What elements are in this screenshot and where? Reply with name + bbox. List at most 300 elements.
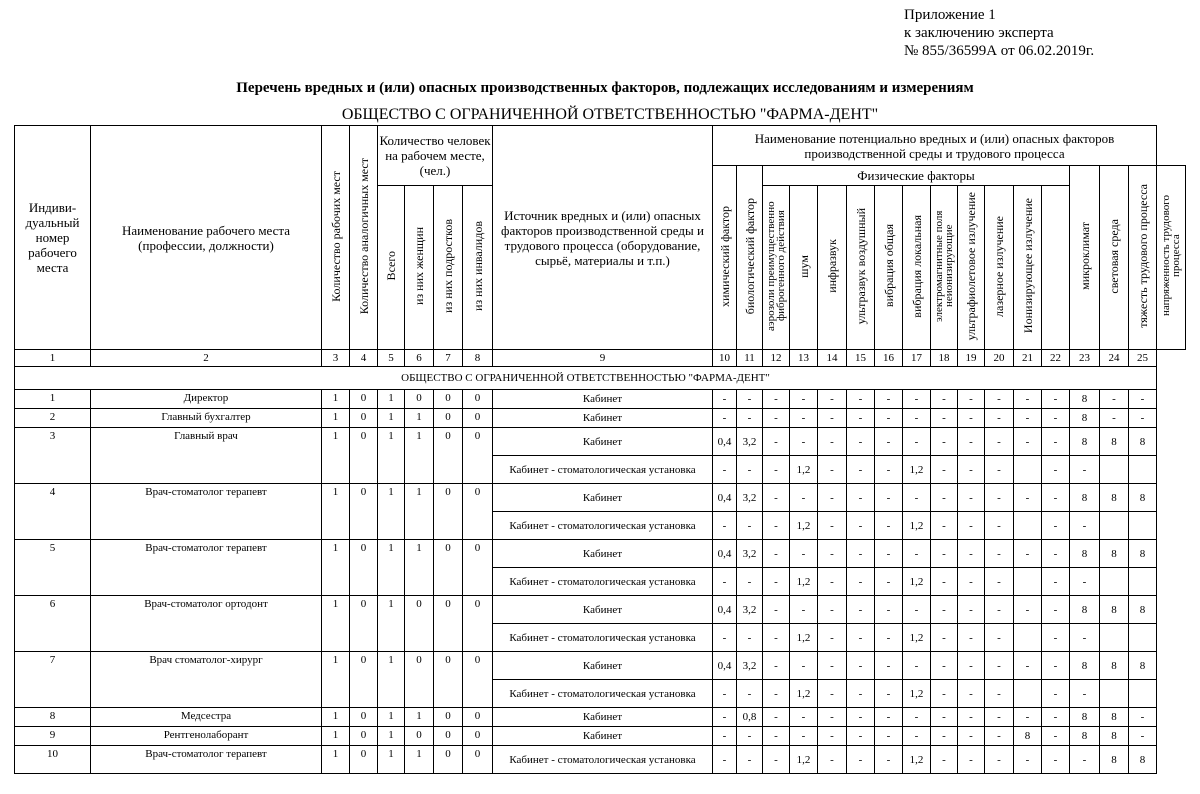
workplace-name: Рентгенолаборант <box>91 727 322 746</box>
factor-value: - <box>903 484 931 512</box>
factor-value: - <box>985 596 1014 624</box>
factor-value: - <box>1042 512 1070 540</box>
factor-value: - <box>847 746 875 774</box>
factor-value: - <box>875 540 903 568</box>
factor-value <box>1014 456 1042 484</box>
factor-value: 8 <box>1100 596 1129 624</box>
factor-value: - <box>1042 708 1070 727</box>
column-number: 6 <box>405 350 434 367</box>
factor-value: - <box>763 428 790 456</box>
column-number: 14 <box>818 350 847 367</box>
factor-value: - <box>737 390 763 409</box>
factor-value: - <box>713 456 737 484</box>
factor-value: 8 <box>1129 484 1157 512</box>
people-teens: 0 <box>434 596 463 652</box>
factor-value: - <box>1100 409 1129 428</box>
factor-value <box>1100 680 1129 708</box>
factor-value: - <box>985 390 1014 409</box>
factor-value: 8 <box>1129 428 1157 456</box>
workplace-name: Врач-стоматолог терапевт <box>91 484 322 540</box>
factor-value: - <box>985 727 1014 746</box>
factor-value: - <box>985 708 1014 727</box>
workplace-name: Директор <box>91 390 322 409</box>
header-em-fields: электромагнитные поля неионизирующие <box>931 186 958 350</box>
factor-value: - <box>790 409 818 428</box>
section-row <box>15 367 1186 390</box>
header-infrasound: инфразвук <box>818 186 847 350</box>
header-chemical: химический фактор <box>713 166 737 350</box>
factor-value: - <box>931 727 958 746</box>
factor-value: - <box>1070 568 1100 596</box>
factor-value: - <box>931 390 958 409</box>
factor-value: - <box>713 512 737 540</box>
workplaces-count: 1 <box>322 727 350 746</box>
factor-value: - <box>985 746 1014 774</box>
factor-value: 8 <box>1070 708 1100 727</box>
factor-value: 1,2 <box>790 746 818 774</box>
people-women: 0 <box>405 596 434 652</box>
factor-value: - <box>985 652 1014 680</box>
header-uv: ультрафиолетовое излучение <box>958 186 985 350</box>
factor-value: 1,2 <box>903 746 931 774</box>
factor-source: Кабинет - стоматологическая установка <box>493 746 713 774</box>
workplace-name: Врач-стоматолог ортодонт <box>91 596 322 652</box>
factor-value: - <box>1014 540 1042 568</box>
factor-source: Кабинет <box>493 708 713 727</box>
document-title: Перечень вредных и (или) опасных производственных факторов, подлежащих исследованиям и измерениям <box>236 80 974 96</box>
factor-value: - <box>903 409 931 428</box>
factors-table <box>14 125 1186 774</box>
factor-value: - <box>1042 390 1070 409</box>
factor-value: - <box>1070 512 1100 540</box>
factor-value: - <box>1042 540 1070 568</box>
factor-value: - <box>713 727 737 746</box>
header-vibration-local: вибрация локальная <box>903 186 931 350</box>
factor-value: - <box>818 512 847 540</box>
factor-value: - <box>1014 428 1042 456</box>
analog-count: 0 <box>350 484 378 540</box>
factor-value: - <box>737 512 763 540</box>
header-disabled: из них инвалидов <box>463 186 493 350</box>
factor-value: - <box>1070 746 1100 774</box>
people-total: 1 <box>378 409 405 428</box>
factor-value: - <box>875 456 903 484</box>
row-number: 9 <box>15 727 91 746</box>
factor-value: - <box>875 390 903 409</box>
factor-value: - <box>903 596 931 624</box>
factor-value: - <box>818 680 847 708</box>
factor-value: 1,2 <box>903 568 931 596</box>
analog-count: 0 <box>350 708 378 727</box>
factor-value: 3,2 <box>737 652 763 680</box>
column-numbers-row <box>15 350 1186 367</box>
factor-value: - <box>847 512 875 540</box>
people-women: 1 <box>405 540 434 596</box>
factor-value: - <box>931 568 958 596</box>
people-total: 1 <box>378 746 405 774</box>
factor-value: - <box>931 596 958 624</box>
table-row <box>15 484 1186 512</box>
people-teens: 0 <box>434 727 463 746</box>
factor-value <box>1014 568 1042 596</box>
row-number: 8 <box>15 708 91 727</box>
column-number: 8 <box>463 350 493 367</box>
people-total: 1 <box>378 596 405 652</box>
factor-value: 8 <box>1070 652 1100 680</box>
factor-value: - <box>763 512 790 540</box>
appendix-line-1: Приложение 1 <box>904 7 996 23</box>
factor-value: 8 <box>1070 484 1100 512</box>
analog-count: 0 <box>350 596 378 652</box>
row-number: 2 <box>15 409 91 428</box>
header-ultrasound-air: ультразвук воздушный <box>847 186 875 350</box>
factor-value: 8 <box>1100 428 1129 456</box>
factor-value: - <box>763 456 790 484</box>
factor-value: - <box>1042 568 1070 596</box>
column-number: 24 <box>1100 350 1129 367</box>
header-vibration-general: вибрация общая <box>875 186 903 350</box>
factor-value: 0,4 <box>713 596 737 624</box>
factor-value: - <box>1129 708 1157 727</box>
analog-count: 0 <box>350 390 378 409</box>
factor-value: - <box>958 409 985 428</box>
people-teens: 0 <box>434 746 463 774</box>
factor-value: 3,2 <box>737 596 763 624</box>
factor-value: - <box>958 680 985 708</box>
factor-value: - <box>875 652 903 680</box>
header-teens: из них подростков <box>434 186 463 350</box>
factor-source: Кабинет <box>493 727 713 746</box>
factor-value: - <box>847 456 875 484</box>
factor-value: - <box>1014 652 1042 680</box>
appendix-line-2: к заключению эксперта <box>904 25 1054 41</box>
factor-value: - <box>790 540 818 568</box>
people-disabled: 0 <box>463 652 493 708</box>
factor-source: Кабинет <box>493 484 713 512</box>
factor-value: - <box>847 680 875 708</box>
column-number: 2 <box>91 350 322 367</box>
header-laser: лазерное излучение <box>985 186 1014 350</box>
factor-value: - <box>958 746 985 774</box>
column-number: 25 <box>1129 350 1157 367</box>
workplaces-count: 1 <box>322 484 350 540</box>
factor-value <box>1129 680 1157 708</box>
factor-value: - <box>1014 596 1042 624</box>
factor-value: - <box>958 540 985 568</box>
factor-value: - <box>958 484 985 512</box>
factor-value: - <box>713 624 737 652</box>
factor-value: - <box>1070 680 1100 708</box>
factor-value: - <box>875 409 903 428</box>
factor-value: - <box>1042 596 1070 624</box>
row-number: 3 <box>15 428 91 484</box>
header-workplace-name: Наименование рабочего места (профессии, должности) <box>91 126 322 350</box>
factor-value: - <box>931 409 958 428</box>
section-title: ОБЩЕСТВО С ОГРАНИЧЕННОЙ ОТВЕТСТВЕННОСТЬЮ "ФАРМА-ДЕНТ" <box>15 367 1157 390</box>
factor-value: 1,2 <box>790 568 818 596</box>
factor-value: - <box>847 727 875 746</box>
header-source: Источник вредных и (или) опасных факторов производственной среды и трудового процесса (оборудование, сырьё, материалы и т.п.) <box>493 126 713 350</box>
factor-value: 8 <box>1014 727 1042 746</box>
factor-value: 0,8 <box>737 708 763 727</box>
people-teens: 0 <box>434 390 463 409</box>
factor-value: - <box>818 568 847 596</box>
factor-value: - <box>903 727 931 746</box>
factor-value: - <box>847 428 875 456</box>
factor-value: - <box>1042 727 1070 746</box>
table-row <box>15 727 1186 746</box>
analog-count: 0 <box>350 409 378 428</box>
factor-value: 8 <box>1070 596 1100 624</box>
factor-value: - <box>1014 746 1042 774</box>
factor-value: - <box>875 568 903 596</box>
factor-value: - <box>903 428 931 456</box>
factor-value: 3,2 <box>737 484 763 512</box>
factor-value <box>1014 624 1042 652</box>
factor-value: - <box>875 708 903 727</box>
people-teens: 0 <box>434 708 463 727</box>
factor-value: - <box>847 409 875 428</box>
header-lighting: световая среда <box>1100 166 1129 350</box>
people-disabled: 0 <box>463 409 493 428</box>
factor-value: - <box>818 456 847 484</box>
factor-value: - <box>875 727 903 746</box>
header-physical-group: Физические факторы <box>763 166 1070 186</box>
organization-name: ОБЩЕСТВО С ОГРАНИЧЕННОЙ ОТВЕТСТВЕННОСТЬЮ "ФАРМА-ДЕНТ" <box>341 106 879 123</box>
factor-value: - <box>985 428 1014 456</box>
workplace-name: Медсестра <box>91 708 322 727</box>
factor-value: 8 <box>1070 727 1100 746</box>
factor-value: 8 <box>1129 746 1157 774</box>
factor-value: - <box>847 708 875 727</box>
factor-value: - <box>1014 409 1042 428</box>
header-total: Всего <box>378 186 405 350</box>
factor-value: - <box>737 680 763 708</box>
factor-value: - <box>1042 652 1070 680</box>
factor-value: - <box>847 596 875 624</box>
factor-value: - <box>931 456 958 484</box>
factor-value: - <box>763 727 790 746</box>
factor-value: - <box>931 708 958 727</box>
header-tension: напряженность трудового процесса <box>1157 166 1186 350</box>
factor-value: - <box>790 708 818 727</box>
factor-value: - <box>763 409 790 428</box>
appendix-note <box>904 6 1094 60</box>
factor-value: - <box>1042 680 1070 708</box>
factor-value: - <box>763 568 790 596</box>
column-number: 13 <box>790 350 818 367</box>
factor-value: - <box>875 624 903 652</box>
workplaces-count: 1 <box>322 746 350 774</box>
factor-value: 8 <box>1070 540 1100 568</box>
column-number: 9 <box>493 350 713 367</box>
factor-value: - <box>847 568 875 596</box>
factor-value: - <box>1100 390 1129 409</box>
factor-value: 3,2 <box>737 540 763 568</box>
factor-value: - <box>931 624 958 652</box>
factor-value: - <box>818 390 847 409</box>
factor-value: - <box>818 746 847 774</box>
factor-value <box>1100 456 1129 484</box>
header-women: из них женщин <box>405 186 434 350</box>
factor-value: - <box>875 512 903 540</box>
people-women: 0 <box>405 390 434 409</box>
workplaces-count: 1 <box>322 409 350 428</box>
factor-value: - <box>763 746 790 774</box>
factor-value: - <box>875 596 903 624</box>
factor-value: - <box>985 409 1014 428</box>
factor-value: - <box>763 390 790 409</box>
people-total: 1 <box>378 727 405 746</box>
workplaces-count: 1 <box>322 428 350 484</box>
header-biological: биологический фактор <box>737 166 763 350</box>
factor-value: 1,2 <box>903 456 931 484</box>
factor-value: - <box>931 540 958 568</box>
factor-value: 8 <box>1100 746 1129 774</box>
column-number: 4 <box>350 350 378 367</box>
column-number: 19 <box>958 350 985 367</box>
factor-value: - <box>790 652 818 680</box>
factor-value: - <box>847 540 875 568</box>
people-teens: 0 <box>434 484 463 540</box>
factor-value: - <box>1129 409 1157 428</box>
factor-value: - <box>763 624 790 652</box>
row-number: 6 <box>15 596 91 652</box>
workplaces-count: 1 <box>322 652 350 708</box>
people-total: 1 <box>378 390 405 409</box>
factor-source: Кабинет - стоматологическая установка <box>493 512 713 540</box>
factor-value: - <box>1014 484 1042 512</box>
factor-value: - <box>790 484 818 512</box>
analog-count: 0 <box>350 727 378 746</box>
factor-value: 3,2 <box>737 428 763 456</box>
factor-value: - <box>763 680 790 708</box>
factor-value: - <box>985 568 1014 596</box>
people-women: 0 <box>405 652 434 708</box>
header-individual-number: Индиви-дуальный номер рабочего места <box>15 126 91 350</box>
factor-value: - <box>931 428 958 456</box>
column-number: 3 <box>322 350 350 367</box>
people-teens: 0 <box>434 409 463 428</box>
factor-value: - <box>1042 484 1070 512</box>
factor-value: 8 <box>1129 540 1157 568</box>
factor-value: 8 <box>1070 390 1100 409</box>
factor-source: Кабинет <box>493 409 713 428</box>
factor-value: 0,4 <box>713 652 737 680</box>
factor-value: - <box>958 624 985 652</box>
table-row <box>15 746 1186 774</box>
factor-value: - <box>875 680 903 708</box>
header-ionizing: Ионизирующее излучение <box>1014 186 1042 350</box>
header-people-group: Количество человек на рабочем месте, (чел.) <box>378 126 493 186</box>
factor-value: 0,4 <box>713 428 737 456</box>
factor-value: 8 <box>1070 409 1100 428</box>
factor-value: - <box>737 568 763 596</box>
people-disabled: 0 <box>463 746 493 774</box>
people-total: 1 <box>378 484 405 540</box>
people-teens: 0 <box>434 428 463 484</box>
factor-value: - <box>818 727 847 746</box>
factor-value <box>1100 512 1129 540</box>
factor-value: - <box>875 484 903 512</box>
column-number: 10 <box>713 350 737 367</box>
factor-value <box>1129 624 1157 652</box>
factor-value: - <box>713 680 737 708</box>
analog-count: 0 <box>350 652 378 708</box>
factor-value: - <box>903 390 931 409</box>
workplaces-count: 1 <box>322 596 350 652</box>
table-row <box>15 409 1186 428</box>
factor-value: - <box>875 746 903 774</box>
factor-value: - <box>713 390 737 409</box>
factor-value: 8 <box>1129 652 1157 680</box>
factor-value <box>1129 512 1157 540</box>
workplace-name: Врач-стоматолог терапевт <box>91 540 322 596</box>
factor-value: - <box>818 409 847 428</box>
header-analog-count: Количество аналогичных мест <box>350 126 378 350</box>
factor-value: - <box>737 727 763 746</box>
row-number: 1 <box>15 390 91 409</box>
header-microclimate: микроклимат <box>1070 166 1100 350</box>
people-women: 1 <box>405 708 434 727</box>
factor-value: - <box>931 680 958 708</box>
factor-value: - <box>1042 456 1070 484</box>
factor-value: - <box>763 484 790 512</box>
workplace-name: Врач-стоматолог терапевт <box>91 746 322 774</box>
factor-value: - <box>931 512 958 540</box>
column-number: 7 <box>434 350 463 367</box>
workplace-name: Главный врач <box>91 428 322 484</box>
factor-value: - <box>1042 746 1070 774</box>
factor-value: - <box>903 540 931 568</box>
header-aerosols: аэрозоли преимущественно фиброгенного действия <box>763 186 790 350</box>
factor-value: - <box>790 727 818 746</box>
factor-value: - <box>985 540 1014 568</box>
people-women: 1 <box>405 746 434 774</box>
column-number: 12 <box>763 350 790 367</box>
factor-value: - <box>1042 624 1070 652</box>
workplaces-count: 1 <box>322 708 350 727</box>
factor-value: - <box>1042 409 1070 428</box>
factor-value: 8 <box>1070 428 1100 456</box>
factor-value: 1,2 <box>903 624 931 652</box>
factor-value <box>1129 456 1157 484</box>
factor-value: - <box>818 624 847 652</box>
table-row <box>15 708 1186 727</box>
factor-value: - <box>763 596 790 624</box>
column-number: 22 <box>1042 350 1070 367</box>
people-disabled: 0 <box>463 727 493 746</box>
factor-value: 1,2 <box>790 624 818 652</box>
factor-value: - <box>958 456 985 484</box>
factor-value: - <box>790 428 818 456</box>
factor-value: - <box>958 390 985 409</box>
factor-source: Кабинет - стоматологическая установка <box>493 680 713 708</box>
factor-value: - <box>737 409 763 428</box>
factor-value: - <box>1129 727 1157 746</box>
factor-value: - <box>958 596 985 624</box>
factor-value: - <box>818 428 847 456</box>
workplace-name: Главный бухгалтер <box>91 409 322 428</box>
column-number: 21 <box>1014 350 1042 367</box>
factor-value: 0,4 <box>713 540 737 568</box>
header-workplaces-count: Количество рабочих мест <box>322 126 350 350</box>
factor-value: - <box>958 727 985 746</box>
factor-value: - <box>818 652 847 680</box>
people-disabled: 0 <box>463 428 493 484</box>
column-number: 20 <box>985 350 1014 367</box>
people-disabled: 0 <box>463 484 493 540</box>
